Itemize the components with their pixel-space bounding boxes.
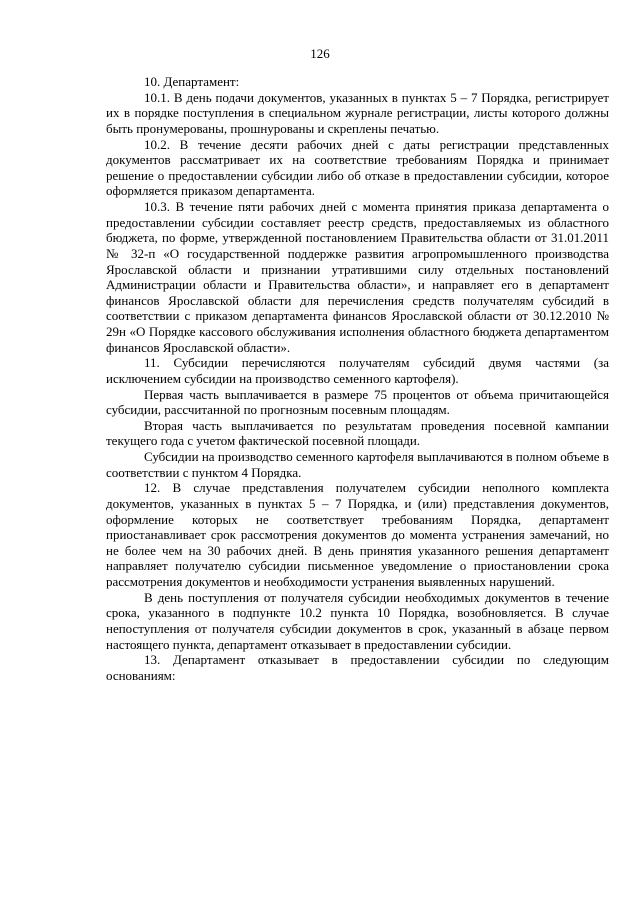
paragraph-10-2: 10.2. В течение десяти рабочих дней с даты регистрации представленных документов рассматривает их на соответствие требованиям Порядка и принимает решение о предоставлении субсидии либо об отказе в предоставлении субсидии, которое оформляется приказом департамента. — [106, 136, 609, 199]
paragraph-12: 12. В случае представления получателем субсидии неполного комплекта документов, указанных в пунктах 5 – 7 Порядка, и (или) представления документов, оформление которых не соответствует требованиям Порядка, департамент приостанавливает срок рассмотрения документов до момента устранения замечаний, но не более чем на 30 рабочих дней. В день принятия указанного решения департамент направляет получателю субсидии письменное уведомление о приостановлении срока рассмотрения документов и необходимости устранения выявленных нарушений. — [106, 480, 609, 589]
paragraph-12-resumption: В день поступления от получателя субсидии необходимых документов в течение срока, указанного в подпункте 10.2 пункта 10 Порядка, возобновляется. В случае непоступления от получателя субсидии документов в срок, указанный в абзаце первом настоящего пункта, департамент отказывает в предоставлении субсидии. — [106, 589, 609, 652]
paragraph-10-1: 10.1. В день подачи документов, указанных в пунктах 5 – 7 Порядка, регистрирует их в порядке поступления в специальном журнале регистрации, листы которого должны быть пронумерованы, прошнурованы и скреплены печатью. — [106, 89, 609, 136]
page-number: 126 — [310, 46, 330, 61]
document-body — [106, 74, 609, 683]
paragraph-11-first-part: Первая часть выплачивается в размере 75 процентов от объема причитающейся субсидии, рассчитанной по прогнозным посевным площадям. — [106, 386, 609, 418]
paragraph-10-3: 10.3. В течение пяти рабочих дней с момента принятия приказа департамента о предоставлении субсидии составляет реестр средств, предоставляемых из областного бюджета, по форме, утвержденной постановлением Правительства области от 31.01.2011 № 32-п «О государственной поддержке развития агропромышленного производства Ярославской области и признании утратившими силу отдельных постановлений Администрации области и Правительства области», и направляет его в департамент финансов Ярославской области для перечисления средств получателям субсидий в соответствии с приказом департамента финансов Ярославской области от 30.12.2010 № 29н «О Порядке кассового обслуживания исполнения областного бюджета департаментом финансов Ярославской области». — [106, 199, 609, 355]
paragraph-11-second-part: Вторая часть выплачивается по результатам проведения посевной кампании текущего года с учетом фактической посевной площади. — [106, 417, 609, 449]
paragraph-10: 10. Департамент: — [144, 74, 240, 89]
paragraph-13: 13. Департамент отказывает в предоставлении субсидии по следующим основаниям: — [106, 652, 609, 683]
paragraph-11: 11. Субсидии перечисляются получателям субсидий двумя частями (за исключением субсидии на производство семенного картофеля). — [106, 355, 609, 386]
paragraph-11-seed-potato: Субсидии на производство семенного картофеля выплачиваются в полном объеме в соответствии с пунктом 4 Порядка. — [106, 449, 609, 480]
